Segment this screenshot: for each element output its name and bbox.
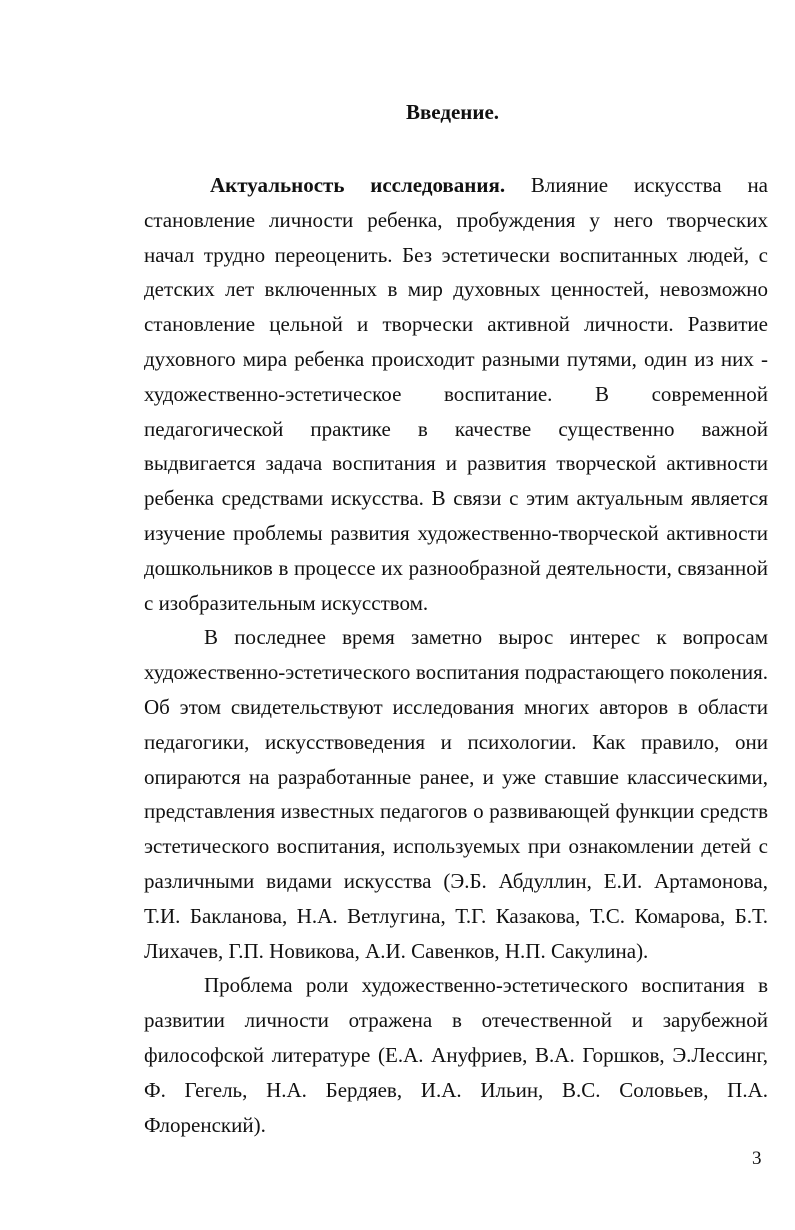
section-heading: Введение. xyxy=(405,100,500,124)
paragraph-relevance xyxy=(144,168,768,620)
page-number: 3 xyxy=(752,1148,762,1169)
paragraph-text: Влияние искусства на становление личности ребенка, пробуждения у него творческих начал трудно переоценить. Без эстетически воспитанных людей, с детских лет включенных в мир духовных ценностей, невозможно становление цельной и творчески активной личности. Развитие духовного мира ребенка происходит разными путями, один из них - художественно-эстетическое воспитание. В современной педагогической практике в качестве существенно важной выдвигается задача воспитания и развития творческой активности ребенка средствами искусства. В связи с этим актуальным является изучение проблемы развития художественно-творческой активности дошкольников в процессе их разнообразной деятельности, связанной с изобразительным искусством. xyxy=(144,173,768,615)
body-text xyxy=(144,168,768,1142)
paragraph-lead: Актуальность исследования. xyxy=(210,173,506,197)
paragraph-problem-role: Проблема роли художественно-эстетического воспитания в развитии личности отражена в отечественной и зарубежной философской литературе (Е.А. Ануфриев, В.А. Горшков, Э.Лессинг, Ф. Гегель, Н.А. Бердяев, И.А. Ильин, В.С. Соловьев, П.А. Флоренский). xyxy=(144,973,768,1137)
paragraph-recent-interest: В последнее время заметно вырос интерес к вопросам художественно-эстетического воспитания подрастающего поколения. Об этом свидетельствуют исследования многих авторов в области педагогики, искусствоведения и психологии. Как правило, они опираются на разработанные ранее, и уже ставшие классическими, представления известных педагогов о развивающей функции средств эстетического воспитания, используемых при ознакомлении детей с различными видами искусства (Э.Б. Абдуллин, Е.И. Артамонова, Т.И. Бакланова, Н.А. Ветлугина, Т.Г. Казакова, Т.С. Комарова, Б.Т. Лихачев, Г.П. Новикова, А.И. Савенков, Н.П. Сакулина). xyxy=(144,625,768,963)
